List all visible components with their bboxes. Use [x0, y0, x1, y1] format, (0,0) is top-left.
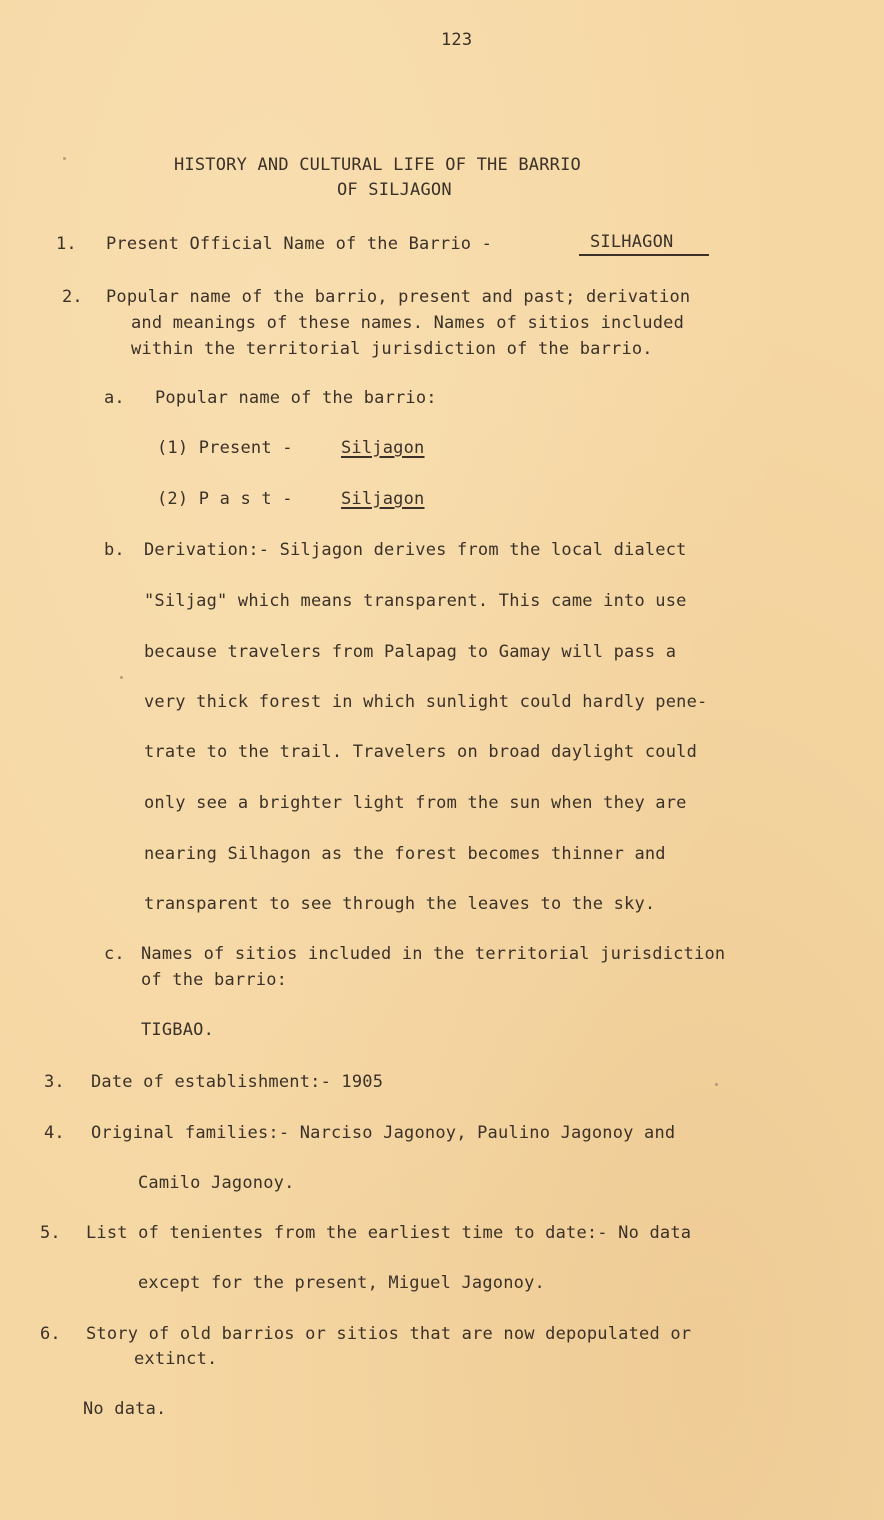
old-barrios-answer: No data.	[83, 1399, 167, 1419]
present-name-value: Siljagon	[341, 438, 425, 458]
derivation-line-6: only see a brighter light from the sun when they are	[144, 793, 687, 813]
present-name-label: (1) Present -	[157, 438, 293, 458]
paper-speck	[63, 157, 66, 160]
past-name-label: (2) P a s t -	[157, 489, 293, 509]
sitio-name: TIGBAO.	[141, 1020, 215, 1040]
item-2-line-1: Popular name of the barrio, present and past; derivation	[106, 287, 691, 307]
derivation-line-1: Derivation:- Siljagon derives from the local dialect	[144, 540, 687, 560]
derivation-line-8: transparent to see through the leaves to the sky.	[144, 894, 656, 914]
item-2-number: 2.	[62, 287, 83, 307]
title-line-1: HISTORY AND CULTURAL LIFE OF THE BARRIO	[174, 155, 581, 175]
paper-speck	[715, 1083, 718, 1086]
tenientes-line-2: except for the present, Miguel Jagonoy.	[138, 1273, 545, 1293]
derivation-line-7: nearing Silhagon as the forest becomes thinner and	[144, 844, 666, 864]
derivation-line-3: because travelers from Palapag to Gamay will pass a	[144, 642, 677, 662]
title-line-2: OF SILJAGON	[337, 180, 452, 200]
item-2a-text: Popular name of the barrio:	[155, 388, 437, 408]
item-2-line-2: and meanings of these names. Names of sitios included	[131, 313, 685, 333]
past-name-value: Siljagon	[341, 489, 425, 509]
item-3-number: 3.	[44, 1072, 65, 1092]
item-1-value: SILHAGON	[590, 232, 674, 252]
item-1-underline	[579, 254, 709, 256]
old-barrios-line-2: extinct.	[134, 1349, 218, 1369]
families-line-1: Original families:- Narciso Jagonoy, Paulino Jagonoy and	[91, 1123, 676, 1143]
sitios-line-1: Names of sitios included in the territorial jurisdiction	[141, 944, 726, 964]
derivation-line-4: very thick forest in which sunlight could hardly pene-	[144, 692, 708, 712]
item-2a-label: a.	[104, 388, 125, 408]
old-barrios-line-1: Story of old barrios or sitios that are now depopulated or	[86, 1324, 692, 1344]
item-2c-label: c.	[104, 944, 125, 964]
item-4-number: 4.	[44, 1123, 65, 1143]
item-2-line-3: within the territorial jurisdiction of the barrio.	[131, 339, 653, 359]
item-6-number: 6.	[40, 1324, 61, 1344]
paper-speck	[120, 676, 123, 679]
derivation-line-5: trate to the trail. Travelers on broad daylight could	[144, 742, 698, 762]
item-5-number: 5.	[40, 1223, 61, 1243]
families-line-2: Camilo Jagonoy.	[138, 1173, 295, 1193]
item-1-label: Present Official Name of the Barrio -	[106, 234, 493, 254]
derivation-line-2: "Siljag" which means transparent. This came into use	[144, 591, 687, 611]
sitios-line-2: of the barrio:	[141, 970, 288, 990]
establishment-date: Date of establishment:- 1905	[91, 1072, 384, 1092]
item-2b-label: b.	[104, 540, 125, 560]
item-1-number: 1.	[56, 234, 77, 254]
tenientes-line-1: List of tenientes from the earliest time to date:- No data	[86, 1223, 692, 1243]
page-number: 123	[441, 30, 473, 50]
